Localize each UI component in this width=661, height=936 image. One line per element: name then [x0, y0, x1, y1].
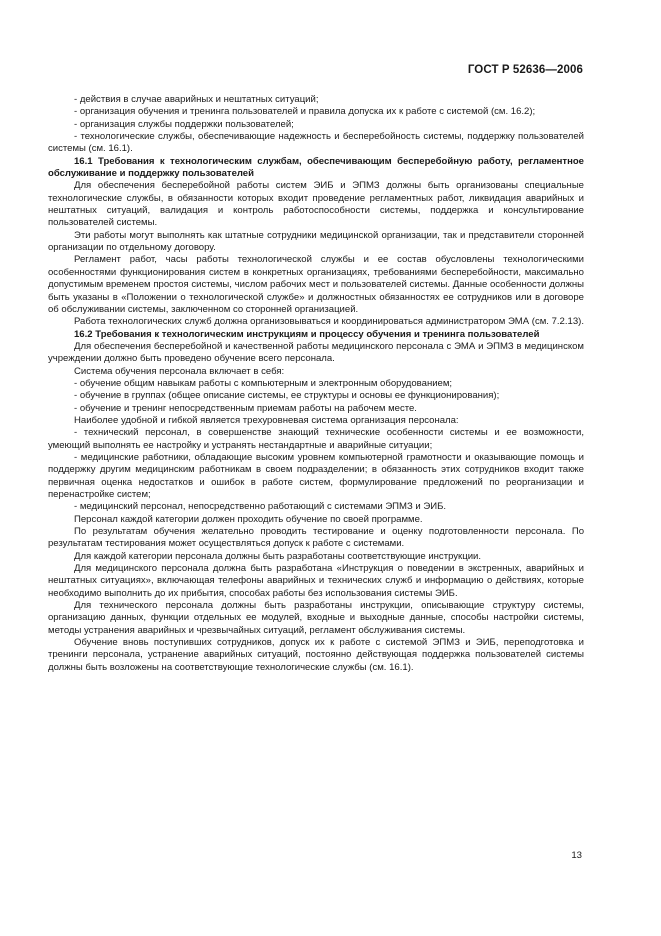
- paragraph: Работа технологических служб должна организовываться и координироваться администратором ЭМА (см. 7.2.13).: [74, 316, 584, 328]
- paragraph: Для обеспечения бесперебойной работы систем ЭИБ и ЭПМЗ должны быть организованы специальные технологические службы, в обязанности которых входит проведение регламентных работ, ликвидация аварийных и нештатных ситуаций, валидация и контроль работоспособности системы, поддержка и консультирование пользователей системы.: [48, 180, 584, 229]
- paragraph: Для обеспечения бесперебойной и качественной работы медицинского персонала с ЭМА и ЭПМЗ в медицинском учреждении должно быть проведено обучение всего персонала.: [48, 340, 584, 365]
- page-number: 13: [571, 850, 582, 861]
- paragraph: Для технического персонала должны быть разработаны инструкции, описывающие структуру системы, организацию данных, функции отдельных ее модулей, входные и выходные данные, способы настройки системы, методы устранения аварийных и чрезвычайных ситуаций, регламент обслуживания системы.: [48, 600, 584, 636]
- list-item: - организация обучения и тренинга пользователей и правила допуска их к работе с системой (см. 16.2);: [74, 106, 536, 118]
- list-item: - медицинский персонал, непосредственно работающий с системами ЭПМЗ и ЭИБ.: [74, 501, 447, 513]
- standard-number: ГОСТ Р 52636—2006: [467, 64, 583, 76]
- list-item: - обучение и тренинг непосредственным приемам работы на рабочем месте.: [74, 402, 417, 414]
- list-item: - обучение в группах (общее описание системы, ее структуры и основы ее функционирования);: [74, 390, 500, 402]
- section-heading-16-2: 16.2 Требования к технологическим инструкциям и процессу обучения и тренинга пользователей: [74, 328, 540, 340]
- list-item: - медицинские работники, обладающие высоким уровнем компьютерной грамотности и оказывающие помощь и поддержку другим медицинским работникам в своем подразделении; в обязанность этих сотрудников входит также первичная оценка недостатков и ошибок в работе систем, формулирование предложений по реорганизации и перенастройке систем;: [48, 451, 584, 500]
- list-item: - технический персонал, в совершенстве знающий технические особенности системы и ее возможности, умеющий выполнять ее настройку и устранять нестандартные и аварийные ситуации;: [48, 427, 584, 451]
- list-item: - организация службы поддержки пользователей;: [74, 118, 294, 130]
- paragraph: Персонал каждой категории должен проходить обучение по своей программе.: [74, 513, 423, 525]
- section-heading-16-1: 16.1 Требования к технологическим службам, обеспечивающим бесперебойную работу, регламентное обслуживание и поддержку пользователей: [48, 155, 584, 180]
- list-item: - действия в случае аварийных и нештатных ситуаций;: [74, 94, 319, 105]
- paragraph: Обучение вновь поступивших сотрудников, допуск их к работе с системой ЭПМЗ и ЭИБ, переподготовка и тренинги персонала, устранение аварийных ситуаций, постоянно действующая поддержка пользователей системы должны быть возложены на соответствующие технологические службы (см. 16.1).: [48, 637, 584, 673]
- paragraph: Система обучения персонала включает в себя:: [74, 365, 285, 377]
- paragraph: Наиболее удобной и гибкой является трехуровневая система организация персонала:: [74, 414, 459, 426]
- list-item: - обучение общим навыкам работы с компьютерным и электронным оборудованием;: [74, 377, 453, 389]
- document-body: [48, 94, 584, 674]
- paragraph: По результатам обучения желательно проводить тестирование и оценку подготовленности персонала. По результатам тестирования может осуществляться допуск к работе с системами.: [48, 526, 584, 550]
- paragraph: Эти работы могут выполнять как штатные сотрудники медицинской организации, так и представители сторонней организации по отдельному договору.: [48, 229, 584, 254]
- paragraph: Для медицинского персонала должна быть разработана «Инструкция о поведении в экстренных, аварийных и нештатных ситуациях», включающая телефоны аварийных и технических служб и информацию о действиях, которые необходимо выполнить до их прибытия, способах работы без использования системы ЭИБ.: [48, 563, 584, 599]
- paragraph: Для каждой категории персонала должны быть разработаны соответствующие инструкции.: [74, 550, 482, 562]
- paragraph: Регламент работ, часы работы технологической службы и ее состав обусловлены технологическими особенностями функционирования систем в конкретных организациях, требованиями бесперебойности, максимально допустимым временем простоя системы, числом рабочих мест и пользователей системы. Данные особенности должны быть указаны в «Положении о технологической службе» и должностных обязанностях ее сотрудников или в договоре об обслуживании системы, заключенном со сторонней организацией.: [48, 254, 584, 315]
- list-item: - технологические службы, обеспечивающие надежность и бесперебойность системы, поддержку пользователей системы (см. 16.1).: [48, 131, 584, 155]
